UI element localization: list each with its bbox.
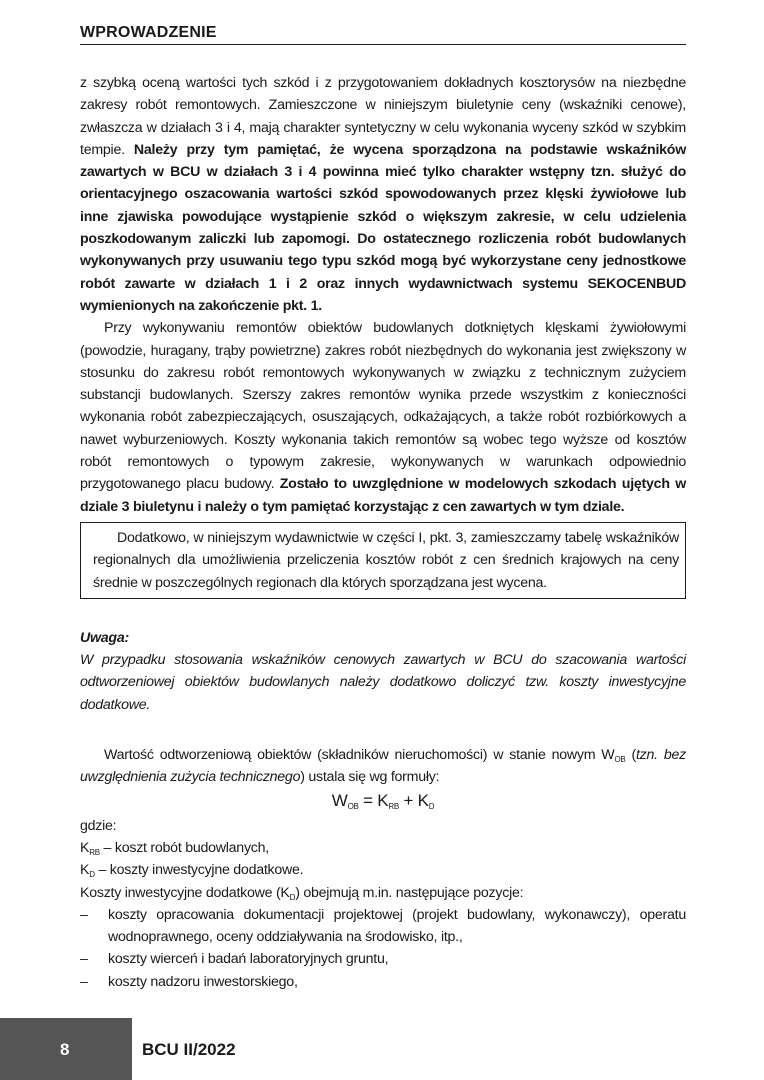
footer-page-box bbox=[0, 1018, 132, 1080]
page-number: 8 bbox=[60, 1040, 70, 1059]
formula-intro-paren: ( bbox=[625, 747, 636, 764]
formula-intro-italic: tzn. bez uwzględnienia zużycia technicznego bbox=[80, 747, 686, 786]
kd-intro bbox=[80, 882, 686, 904]
paragraph-1-bold-text: Należy przy tym pamiętać, że wycena sporządzona na podstawie wskaźników zawartych w BCU w działach 3 i 4 powinna mieć tylko charakter wstępny tzn. służyć do orientacyjnego oszacowania wartości szkód spowodowanych przez klęski żywiołowe lub inne zjawiska powodujące wystąpienie szkód o większym zakresie, w celu udzielenia poszkodowanym zaliczki lub zapomogi. Do ostatecznego rozliczenia robót budowlanych wykonywanych przy usuwaniu tego typu szkód mogą być wykorzystane ceny jednostkowe robót zawarte w działach 1 i 2 oraz innych wydawnictwach systemu SEKOCENBUD wymienionych na zakończenie pkt. 1. bbox=[80, 141, 687, 314]
page-header bbox=[80, 24, 686, 45]
cost-list bbox=[80, 904, 686, 993]
formula-intro bbox=[80, 744, 686, 789]
kd-intro-after: ) obejmują m.in. następujące pozycje: bbox=[295, 884, 524, 901]
page-content bbox=[80, 72, 686, 993]
formula-w-sub: OB bbox=[347, 801, 359, 811]
definition-symbol: K bbox=[80, 862, 90, 879]
formula bbox=[80, 789, 686, 813]
paragraph-2-text: Przy wykonywaniu remontów obiektów budowlanych dotkniętych klęskami żywiołowymi (powodzie, huragany, trąby powietrzne) zakres robót niezbędnych do wykonania jest zwiększony w stosunku do zakresu robót remontowych wykonywanych w związku z technicznym zużyciem substancji budowlanych. Szerszy zakres remontów wynika przede wszystkim z konieczności wykonania robót zabezpieczających, osuszających, odkażających, a także robót rozbiórkowych a nawet wyburzeniowych. Koszty wykonania takich remontów są wobec tego wyższe od kosztów robót remontowych o typowym zakresie, wykonywanych w warunkach odpowiednio przygotowanego placu budowy. bbox=[80, 320, 686, 493]
paragraph-2-bold-text: Zostało to uwzględnione w modelowych szkodach ujętych w dziale 3 biuletynu i należy o tym pamiętać korzystając z cen zawartych w tym dziale. bbox=[80, 476, 686, 515]
paragraph-1 bbox=[80, 72, 686, 317]
definition-symbol: K bbox=[80, 839, 90, 856]
list-item: – koszty opracowania dokumentacji projektowej (projekt budowlany, wykonawczy), operatu wodnoprawnego, oceny oddziaływania na środowisko, itp., bbox=[80, 904, 686, 949]
footer-publication-box bbox=[132, 1018, 764, 1080]
formula-k1-sub: RB bbox=[388, 801, 399, 811]
list-item: – koszty nadzoru inwestorskiego, bbox=[80, 971, 686, 993]
kd-intro-sub: D bbox=[289, 892, 296, 902]
definition-sub: RB bbox=[89, 847, 100, 857]
list-item: – koszty wierceń i badań laboratoryjnych gruntu, bbox=[80, 948, 686, 970]
formula-k1: K bbox=[377, 790, 389, 810]
kd-intro-text: Koszty inwestycyjne dodatkowe (K bbox=[80, 884, 290, 901]
note-text: W przypadku stosowania wskaźników cenowych zawartych w BCU do szacowania wartości odtworzeniowej obiektów budowlanych należy dodatkowo doliczyć tzw. koszty inwestycyjne dodatkowe. bbox=[80, 652, 686, 713]
formula-k2: K bbox=[417, 790, 429, 810]
definition-kd bbox=[80, 859, 686, 881]
section-title: WPROWADZENIE bbox=[80, 24, 217, 41]
formula-k2-sub: D bbox=[428, 801, 435, 811]
note-block bbox=[80, 627, 686, 716]
definition-text: – koszt robót budowlanych, bbox=[99, 839, 269, 856]
definition-text: – koszty inwestycyjne dodatkowe. bbox=[94, 862, 304, 879]
publication-name: BCU II/2022 bbox=[142, 1040, 236, 1059]
formula-intro-text: Wartość odtworzeniową obiektów (składników nieruchomości) w stanie nowym W bbox=[104, 747, 615, 764]
paragraph-1-text: z szybką oceną wartości tych szkód i z przygotowaniem dokładnych kosztorysów na niezbędne zakresy robót remontowych. Zamieszczone w niniejszym biuletynie ceny (wskaźniki cenowe), zwłaszcza w działach 3 i 4, mają charakter syntetyczny w celu wykonania wyceny szkód w szybkim tempie. bbox=[80, 75, 686, 158]
note-title: Uwaga: bbox=[80, 629, 129, 646]
formula-intro-after: ) ustala się wg formuły: bbox=[300, 769, 440, 786]
formula-plus: + bbox=[398, 790, 418, 810]
gdzie-label: gdzie: bbox=[80, 817, 117, 834]
paragraph-2 bbox=[80, 317, 686, 518]
boxed-paragraph: Dodatkowo, w niniejszym wydawnictwie w części I, pkt. 3, zamieszczamy tabelę wskaźników regionalnych dla umożliwienia przeliczenia kosztów robót z cen średnich krajowych na ceny średnie w poszczególnych regionach dla których sporządzana jest wycena. bbox=[80, 522, 686, 599]
definition-sub: D bbox=[89, 870, 95, 880]
formula-equals: = bbox=[358, 790, 378, 810]
definition-krb bbox=[80, 837, 686, 859]
formula-intro-sub: OB bbox=[614, 755, 626, 765]
formula-w: W bbox=[331, 790, 348, 810]
